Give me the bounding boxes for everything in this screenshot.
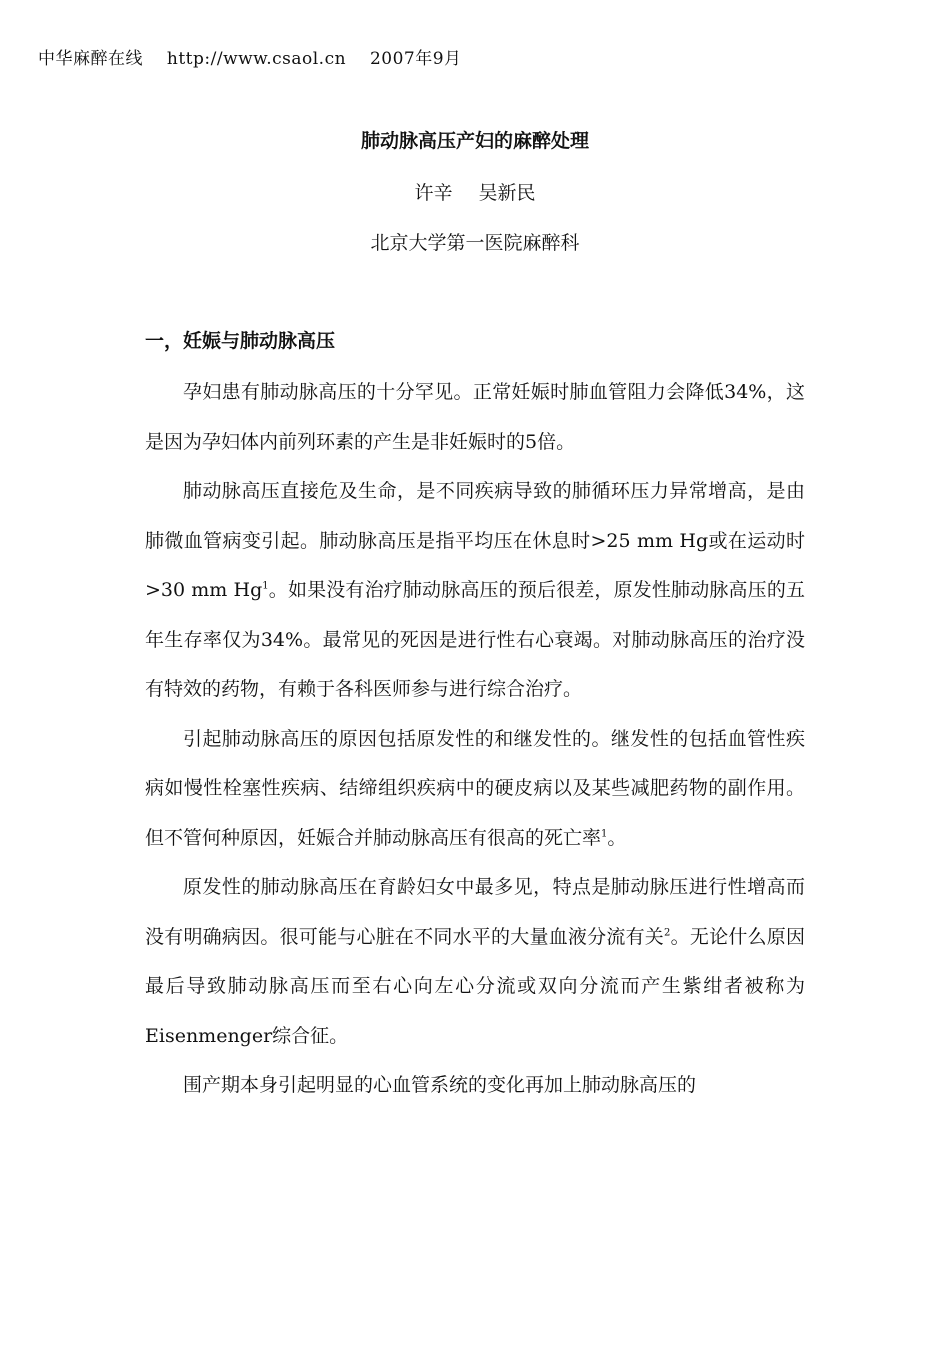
paragraph-2-text-a: 肺动脉高压直接危及生命，是不同疾病导致的肺循环压力异常增高，是由肺微血管病变引起。肺动脉高压是指平均压在休息时>25 mm Hg或在运动时>30 mm Hg bbox=[145, 480, 805, 601]
citation-ref-1: 1 bbox=[262, 580, 269, 592]
paragraph-1 bbox=[145, 368, 805, 467]
paragraph-2 bbox=[145, 467, 805, 715]
paragraph-3-text-a: 引起肺动脉高压的原因包括原发性的和继发性的。继发性的包括血管性疾病如慢性栓塞性疾病、结缔组织疾病中的硬皮病以及某些减肥药物的副作用。但不管何种原因，妊娠合并肺动脉高压有很高的死亡率 bbox=[145, 727, 805, 849]
article-affiliation: 北京大学第一医院麻醉科 bbox=[370, 232, 580, 254]
paragraph-5-text: 围产期本身引起明显的心血管系统的变化再加上肺动脉高压的 bbox=[183, 1074, 697, 1096]
citation-ref-1b: 1 bbox=[601, 828, 608, 840]
paragraph-3-text-b: 。 bbox=[607, 826, 627, 849]
article-title: 肺动脉高压产妇的麻醉处理 bbox=[360, 130, 589, 152]
paragraph-4 bbox=[145, 863, 805, 1061]
paragraph-1-text: 孕妇患有肺动脉高压的十分罕见。正常妊娠时肺血管阻力会降低34%，这是因为孕妇体内前列环素的产生是非妊娠时的5倍。 bbox=[145, 381, 805, 453]
header-site-name: 中华麻醉在线 bbox=[38, 49, 143, 69]
article-authors: 许辛 吴新民 bbox=[414, 182, 536, 204]
article-body bbox=[145, 368, 805, 1111]
header-url[interactable]: http://www.csaol.cn bbox=[166, 49, 347, 69]
paragraph-4-text-a: 原发性的肺动脉高压在育龄妇女中最多见，特点是肺动脉压进行性增高而没有明确病因。很可能与心脏在不同水平的大量血液分流有关 bbox=[145, 876, 805, 948]
paragraph-3 bbox=[145, 715, 805, 864]
section-heading: 一，妊娠与肺动脉高压 bbox=[145, 330, 336, 352]
paragraph-4-text-b: 。无论什么原因最后导致肺动脉高压而至右心向左心分流或双向分流而产生紫绀者被称为Eisenmenger综合征。 bbox=[145, 925, 805, 1047]
paragraph-5 bbox=[145, 1061, 805, 1111]
header-date: 2007年9月 bbox=[369, 49, 462, 69]
page-header bbox=[38, 44, 480, 69]
paragraph-2-text-b: 。如果没有治疗肺动脉高压的预后很差，原发性肺动脉高压的五年生存率仅为34%。最常见的死因是进行性右心衰竭。对肺动脉高压的治疗没有特效的药物，有赖于各科医师参与进行综合治疗。 bbox=[145, 579, 805, 700]
citation-ref-2: 2 bbox=[664, 927, 671, 939]
